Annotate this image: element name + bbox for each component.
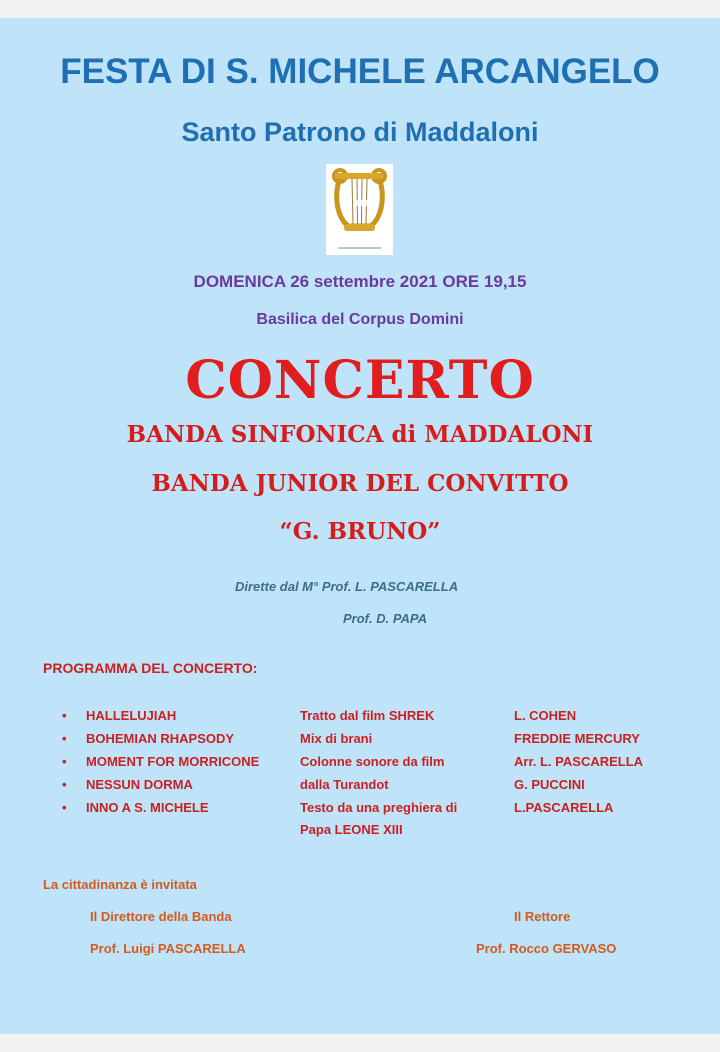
piece-title: BOHEMIAN RHAPSODY (86, 731, 235, 746)
lyre-icon (326, 164, 393, 255)
bullet-icon: • (62, 777, 67, 792)
piece-title: INNO A S. MICHELE (86, 800, 209, 815)
band-sinfonica: BANDA SINFONICA di MADDALONI (126, 421, 594, 448)
program-item (0, 777, 720, 799)
piece-note: dalla Turandot (300, 777, 389, 792)
piece-note: Testo da una preghiera di (300, 800, 458, 815)
program-item (0, 754, 720, 776)
poster-subtitle: Santo Patrono di Maddaloni (181, 117, 539, 147)
piece-note: Colonne sonore da film (300, 754, 445, 769)
event-date: DOMENICA 26 settembre 2021 ORE 19,15 (193, 272, 527, 291)
rector-name: Prof. Rocco GERVASO (476, 941, 617, 956)
rector-role: Il Rettore (514, 909, 571, 924)
piece-author: L.PASCARELLA (514, 800, 614, 815)
piece-author: Arr. L. PASCARELLA (514, 754, 644, 769)
program-item (0, 800, 720, 844)
bullet-icon: • (62, 754, 67, 769)
convitto-name: “G. BRUNO” (279, 518, 441, 545)
piece-author: G. PUCCINI (514, 777, 585, 792)
director-role: Il Direttore della Banda (90, 909, 232, 924)
bullet-icon: • (62, 708, 67, 723)
band-junior: BANDA JUNIOR DEL CONVITTO (151, 470, 569, 497)
piece-title: HALLELUJIAH (86, 708, 177, 723)
directed-by: Dirette dal M° Prof. L. PASCARELLA (235, 579, 459, 594)
co-director: Prof. D. PAPA (343, 611, 428, 626)
bullet-icon: • (62, 731, 67, 746)
piece-author: FREDDIE MERCURY (514, 731, 640, 746)
bullet-icon: • (62, 800, 67, 815)
piece-title: MOMENT FOR MORRICONE (86, 754, 260, 769)
concert-heading: CONCERTO (185, 350, 535, 411)
invite-text: La cittadinanza è invitata (43, 877, 197, 892)
lyre-logo (326, 164, 393, 255)
piece-author: L. COHEN (514, 708, 577, 723)
piece-note: Tratto dal film SHREK (300, 708, 435, 723)
program-item (0, 731, 720, 753)
event-place: Basilica del Corpus Domini (256, 311, 464, 328)
piece-note-line2: Papa LEONE XIII (300, 822, 403, 837)
director-name: Prof. Luigi PASCARELLA (90, 941, 246, 956)
program-heading: PROGRAMMA DEL CONCERTO: (43, 660, 258, 676)
program-item (0, 708, 720, 730)
piece-note: Mix di brani (300, 731, 373, 746)
piece-title: NESSUN DORMA (86, 777, 193, 792)
poster-title: FESTA DI S. MICHELE ARCANGELO (60, 52, 660, 91)
